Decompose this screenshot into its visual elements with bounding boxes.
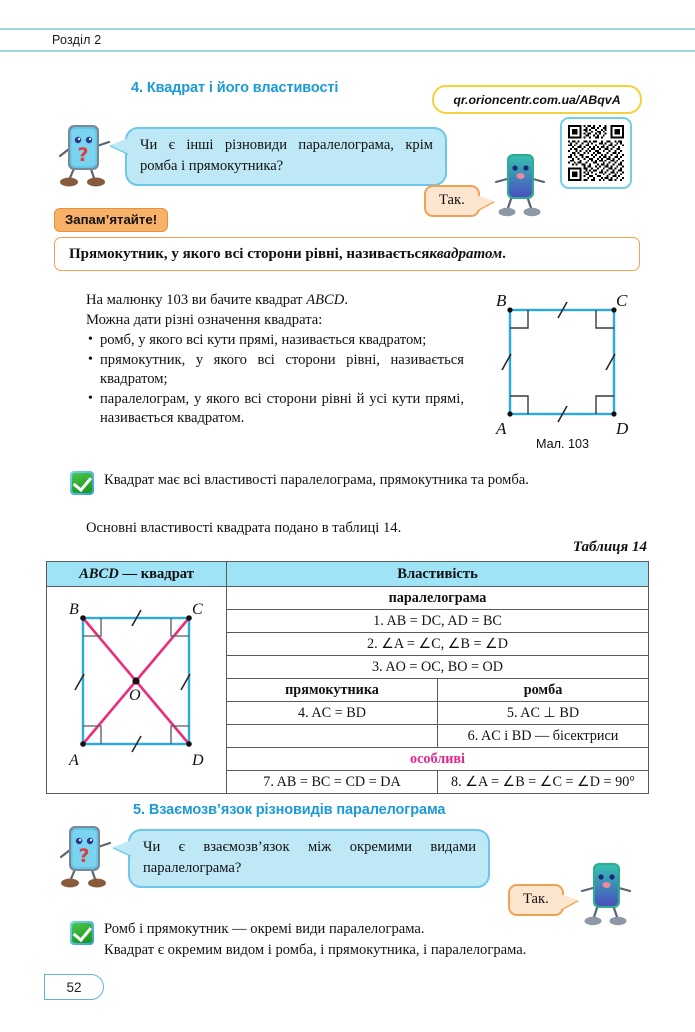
robot-phone-icon xyxy=(578,855,642,927)
svg-text:?: ? xyxy=(77,144,89,166)
qr-url-badge[interactable] xyxy=(432,85,642,114)
col1-header-italic: ABCD xyxy=(79,565,119,582)
section-5-heading: 5. Взаємозв’язок різновидів паралелограма xyxy=(133,802,446,818)
definition-list xyxy=(86,331,464,429)
question-text-bottom: Чи є взаємозв’язок між окремими видами паралелограма? xyxy=(143,839,476,876)
section-4-heading: 4. Квадрат і його властивості xyxy=(131,80,339,96)
note-square-properties: Квадрат має всі властивості паралелограма, прямокутника та ромба. xyxy=(104,472,529,488)
table-row xyxy=(47,587,649,610)
property-empty xyxy=(227,725,438,748)
remember-tab-label: Запам’ятайте! xyxy=(54,208,168,232)
answer-text-bottom: Так. xyxy=(523,891,549,907)
list-item: • паралелограм, у якого всі сторони рівні й усі кути прямі, називається квадратом. xyxy=(86,390,464,429)
vertex-label-d: D xyxy=(191,751,204,769)
vertex-label-a: A xyxy=(68,751,79,769)
vertex-label-d: D xyxy=(616,419,629,438)
properties-table xyxy=(46,561,649,794)
group-label-rectangle: прямокутника xyxy=(227,679,438,702)
intro-text-b: . xyxy=(344,292,348,308)
qr-url-text: qr.orioncentr.com.ua/ABqvA xyxy=(453,92,621,107)
svg-text:?: ? xyxy=(78,845,90,867)
property-6: 6. AC i BD — бісектриси xyxy=(438,725,649,748)
robot-answer-top xyxy=(492,146,556,218)
property-7: 7. AB = BC = CD = DA xyxy=(227,771,438,794)
qr-code[interactable] xyxy=(560,117,632,189)
speech-bubble-answer-top xyxy=(424,185,480,217)
speech-bubble-question-top xyxy=(125,127,447,186)
intro-line-1 xyxy=(86,291,466,311)
group-label-parallelogram: паралелограма xyxy=(227,587,649,610)
list-item: • прямокутник, у якого всі сторони рівні, називається квадратом; xyxy=(86,351,464,390)
remember-text-after: . xyxy=(502,245,506,262)
conclusion-line-1: Ромб і прямокутник — окремі види паралелограма. xyxy=(104,921,425,937)
vertex-label-a: A xyxy=(496,419,507,438)
robot-answer-bottom xyxy=(578,855,642,927)
running-header-label: Розділ 2 xyxy=(52,33,102,47)
vertex-label-b: B xyxy=(496,291,507,310)
vertex-label-o: O xyxy=(128,686,141,704)
table-header-col2: Властивість xyxy=(227,562,649,587)
figure-103 xyxy=(480,288,645,453)
square-abcd-diagram xyxy=(480,288,645,453)
check-mark-icon xyxy=(70,471,94,495)
property-2: 2. ∠A = ∠C, ∠B = ∠D xyxy=(227,633,649,656)
check-mark-icon xyxy=(70,921,94,945)
answer-text-top: Так. xyxy=(439,192,465,208)
bubble-tail xyxy=(560,894,578,910)
property-8: 8. ∠A = ∠B = ∠C = ∠D = 90° xyxy=(438,771,649,794)
vertex-label-c: C xyxy=(616,291,628,310)
vertex-label-c: C xyxy=(191,600,203,618)
remember-statement xyxy=(54,237,640,271)
speech-bubble-answer-bottom xyxy=(508,884,564,916)
property-5: 5. AC ⊥ BD xyxy=(438,702,649,725)
remember-text-italic: квадратом xyxy=(429,245,503,262)
speech-bubble-question-bottom xyxy=(128,829,490,888)
list-item: • ромб, у якого всі кути прямі, називається квадратом; xyxy=(86,331,464,351)
intro-text-a: На малюнку 103 ви бачите квадрат xyxy=(86,292,307,308)
col1-header-rest: — квадрат xyxy=(118,565,194,582)
robot-phone-icon xyxy=(492,146,556,218)
table-caption: Таблиця 14 xyxy=(572,539,647,555)
running-header xyxy=(0,28,695,52)
page-number-text: 52 xyxy=(66,979,82,995)
intro-line-2: Можна дати різні означення квадрата: xyxy=(86,312,323,328)
square-with-diagonals-diagram xyxy=(53,590,221,786)
group-label-rhombus: ромба xyxy=(438,679,649,702)
qr-code-icon xyxy=(568,125,624,181)
conclusion-line-2: Квадрат є окремим видом і ромба, і прямокутника, і паралелограма. xyxy=(104,942,527,958)
page-number xyxy=(44,974,104,1000)
table-intro-text: Основні властивості квадрата подано в таблиці 14. xyxy=(86,520,402,536)
property-4: 4. AC = BD xyxy=(227,702,438,725)
property-1: 1. AB = DC, AD = BC xyxy=(227,610,649,633)
figure-103-caption: Мал. 103 xyxy=(536,437,589,451)
group-label-special: особливі xyxy=(227,748,649,771)
table-figure-cell xyxy=(47,587,227,794)
remember-text-before: Прямокутник, у якого всі сторони рівні, називається xyxy=(69,245,430,262)
square-label-abcd: ABCD xyxy=(306,292,345,308)
property-3: 3. AO = OC, BO = OD xyxy=(227,656,649,679)
bubble-tail xyxy=(113,840,132,856)
bubble-tail xyxy=(110,138,129,154)
table-header-row xyxy=(47,562,649,587)
table-header-col1 xyxy=(47,562,227,587)
vertex-label-b: B xyxy=(68,600,79,618)
question-text-top: Чи є інші різновиди паралелограма, крім ромба і прямокутника? xyxy=(140,137,433,174)
